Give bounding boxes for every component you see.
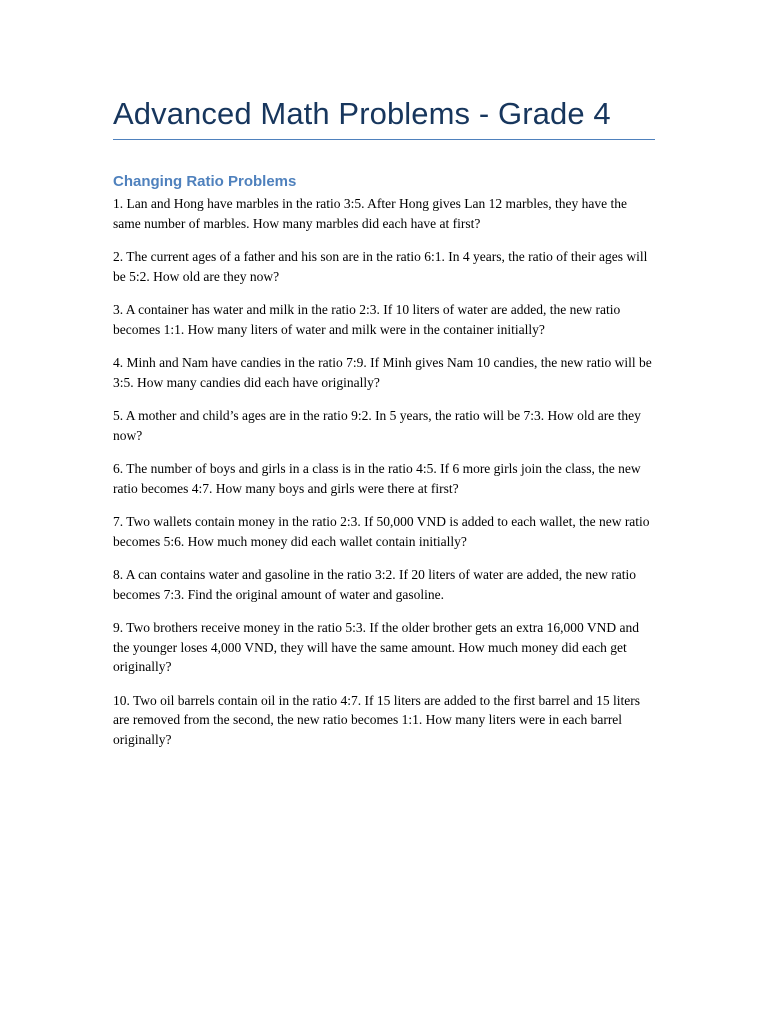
problem-item: 5. A mother and child’s ages are in the ratio 9:2. In 5 years, the ratio will be 7:3. How old are they now? [113,408,641,443]
page-title: Advanced Math Problems - Grade 4 [113,96,611,131]
problem-item: 8. A can contains water and gasoline in the ratio 3:2. If 20 liters of water are added, the new ratio becomes 7:3. Find the original amount of water and gasoline. [113,567,636,602]
problem-item: 6. The number of boys and girls in a class is in the ratio 4:5. If 6 more girls join the class, the new ratio becomes 4:7. How many boys and girls were there at first? [113,461,641,496]
problem-item: 2. The current ages of a father and his son are in the ratio 6:1. In 4 years, the ratio of their ages will be 5:2. How old are they now? [113,249,648,284]
section-heading: Changing Ratio Problems [113,173,297,190]
problem-item: 1. Lan and Hong have marbles in the ratio 3:5. After Hong gives Lan 12 marbles, they have the same number of marbles. How many marbles did each have at first? [113,196,627,231]
title-divider [113,139,655,140]
problem-list [113,194,655,749]
document-page [113,0,655,763]
problem-item: 9. Two brothers receive money in the ratio 5:3. If the older brother gets an extra 16,000 VND and the younger loses 4,000 VND, they will have the same amount. How much money did each get originally? [113,620,640,674]
problem-item: 3. A container has water and milk in the ratio 2:3. If 10 liters of water are added, the new ratio becomes 1:1. How many liters of water and milk were in the container initially? [113,302,621,337]
problem-item: 7. Two wallets contain money in the ratio 2:3. If 50,000 VND is added to each wallet, the new ratio becomes 5:6. How much money did each wallet contain initially? [113,514,650,549]
problem-item: 10. Two oil barrels contain oil in the ratio 4:7. If 15 liters are added to the first barrel and 15 liters are removed from the second, the new ratio becomes 1:1. How many liters were in each barrel originally? [113,692,641,747]
problem-item: 4. Minh and Nam have candies in the ratio 7:9. If Minh gives Nam 10 candies, the new ratio will be 3:5. How many candies did each have originally? [113,355,652,390]
